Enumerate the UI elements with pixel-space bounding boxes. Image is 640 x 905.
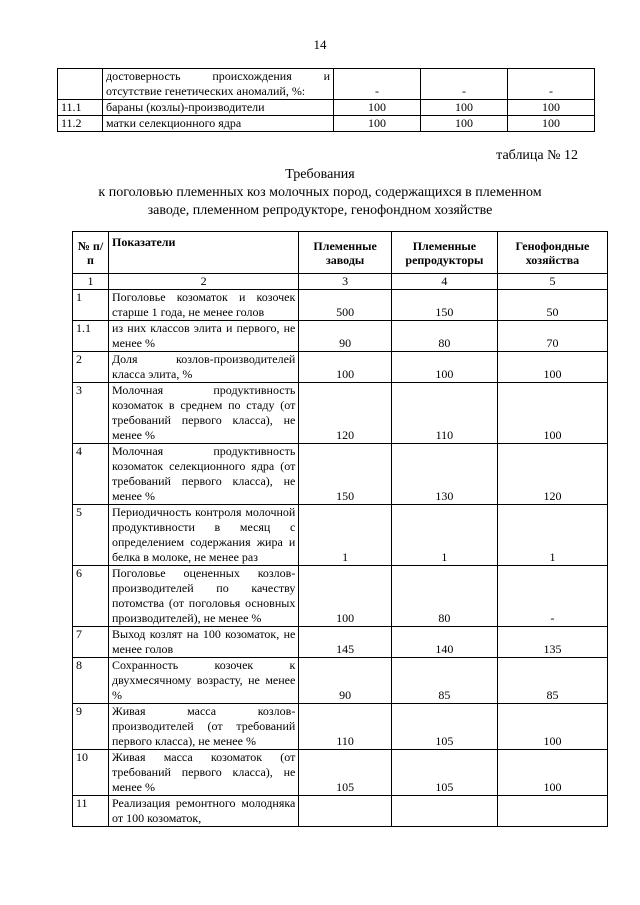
value-reproducer: 80 <box>391 321 497 352</box>
value-reproducer: 100 <box>421 100 508 116</box>
indicator-cell: Живая масса козоматок (от требований первого класса), не менее % <box>109 750 299 796</box>
value-breeding-farm: 120 <box>299 383 392 444</box>
indicator-cell: бараны (козлы)-производители <box>103 100 334 116</box>
value-breeding-farm: 90 <box>299 321 392 352</box>
row-number <box>58 69 103 100</box>
table-row <box>73 352 608 383</box>
row-number: 1 <box>73 290 109 321</box>
indicator-cell: Доля козлов-производителей класса элита, % <box>109 352 299 383</box>
value-gene-pool: - <box>508 69 595 100</box>
indicator-cell: из них классов элита и первого, не менее % <box>109 321 299 352</box>
value-breeding-farm: 1 <box>299 505 392 566</box>
value-gene-pool: 85 <box>497 658 607 704</box>
value-gene-pool: 100 <box>497 352 607 383</box>
value-reproducer: 85 <box>391 658 497 704</box>
value-gene-pool: 1 <box>497 505 607 566</box>
value-reproducer: 140 <box>391 627 497 658</box>
table-row <box>73 658 608 704</box>
row-number: 9 <box>73 704 109 750</box>
value-breeding-farm: 100 <box>334 116 421 132</box>
header-row <box>73 232 608 274</box>
header-breeding-reproducers: Племенные репродукторы <box>391 232 497 274</box>
row-number: 7 <box>73 627 109 658</box>
col-number: 4 <box>391 274 497 290</box>
table-row <box>73 566 608 627</box>
col-number: 3 <box>299 274 392 290</box>
indicator-cell: Реализация ремонтного молодняка от 100 козоматок, <box>109 796 299 827</box>
value-gene-pool: 50 <box>497 290 607 321</box>
table-row <box>73 627 608 658</box>
page-number: 14 <box>313 37 327 52</box>
table-row <box>73 444 608 505</box>
row-number: 5 <box>73 505 109 566</box>
value-breeding-farm: 500 <box>299 290 392 321</box>
indicator-cell: матки селекционного ядра <box>103 116 334 132</box>
value-breeding-farm: 100 <box>299 566 392 627</box>
indicator-cell: достоверность происхождения и отсутствие генетических аномалий, %: <box>103 69 334 100</box>
value-reproducer: 100 <box>391 352 497 383</box>
table-row <box>58 69 595 100</box>
value-breeding-farm: 150 <box>299 444 392 505</box>
requirements-table <box>72 231 608 827</box>
heading-title: Требования <box>285 167 355 182</box>
value-gene-pool: - <box>497 566 607 627</box>
heading-subtitle-line2: заводе, племенном репродукторе, генофондном хозяйстве <box>147 203 493 218</box>
row-number: 11 <box>73 796 109 827</box>
indicator-cell: Сохранность козочек к двухмесячному возрасту, не менее % <box>109 658 299 704</box>
header-breeding-farms: Племенные заводы <box>299 232 392 274</box>
value-breeding-farm: 105 <box>299 750 392 796</box>
table-row <box>58 100 595 116</box>
continued-table <box>57 68 595 132</box>
table-row <box>58 116 595 132</box>
table-row <box>73 704 608 750</box>
value-breeding-farm: 100 <box>299 352 392 383</box>
col-number: 5 <box>497 274 607 290</box>
value-reproducer: 130 <box>391 444 497 505</box>
header-no: № п/п <box>73 232 109 274</box>
heading-subtitle-line1: к поголовью племенных коз молочных пород, содержащихся в племенном <box>98 185 542 200</box>
indicator-cell: Молочная продуктивность козоматок в среднем по стаду (от требований первого класса), не менее % <box>109 383 299 444</box>
table-heading <box>0 166 640 220</box>
row-number: 11.1 <box>58 100 103 116</box>
table-row <box>73 505 608 566</box>
value-gene-pool: 100 <box>497 383 607 444</box>
table-row <box>73 290 608 321</box>
value-reproducer: 105 <box>391 750 497 796</box>
indicator-cell: Живая масса козлов-производителей (от требований первого класса), не менее % <box>109 704 299 750</box>
table-row <box>73 383 608 444</box>
value-reproducer: - <box>421 69 508 100</box>
value-reproducer: 110 <box>391 383 497 444</box>
table-label: таблица № 12 <box>496 148 578 163</box>
table-row <box>73 796 608 827</box>
value-reproducer: 80 <box>391 566 497 627</box>
row-number: 8 <box>73 658 109 704</box>
value-reproducer <box>391 796 497 827</box>
table-row <box>73 750 608 796</box>
header-gene-pool-farms: Генофондные хозяйства <box>497 232 607 274</box>
value-breeding-farm <box>299 796 392 827</box>
value-gene-pool: 70 <box>497 321 607 352</box>
value-reproducer: 100 <box>421 116 508 132</box>
value-breeding-farm: 145 <box>299 627 392 658</box>
value-gene-pool: 100 <box>508 116 595 132</box>
value-gene-pool: 100 <box>508 100 595 116</box>
value-reproducer: 1 <box>391 505 497 566</box>
col-number: 2 <box>109 274 299 290</box>
table-row <box>73 321 608 352</box>
row-number: 10 <box>73 750 109 796</box>
value-breeding-farm: 90 <box>299 658 392 704</box>
row-number: 3 <box>73 383 109 444</box>
value-gene-pool: 120 <box>497 444 607 505</box>
indicator-cell: Выход козлят на 100 козоматок, не менее голов <box>109 627 299 658</box>
row-number: 6 <box>73 566 109 627</box>
value-reproducer: 105 <box>391 704 497 750</box>
col-number: 1 <box>73 274 109 290</box>
value-gene-pool: 100 <box>497 750 607 796</box>
row-number: 11.2 <box>58 116 103 132</box>
value-gene-pool: 100 <box>497 704 607 750</box>
indicator-cell: Поголовье оцененных козлов-производителей по качеству потомства (от поголовья основных производителей), не менее % <box>109 566 299 627</box>
indicator-cell: Молочная продуктивность козоматок селекционного ядра (от требований первого класса), не менее % <box>109 444 299 505</box>
row-number: 4 <box>73 444 109 505</box>
row-number: 2 <box>73 352 109 383</box>
value-breeding-farm: 100 <box>334 100 421 116</box>
indicator-cell: Периодичность контроля молочной продуктивности в месяц с определением содержания жира и белка в молоке, не менее раз <box>109 505 299 566</box>
header-indicator: Показатели <box>109 232 299 274</box>
indicator-cell: Поголовье козоматок и козочек старше 1 года, не менее голов <box>109 290 299 321</box>
value-breeding-farm: - <box>334 69 421 100</box>
row-number: 1.1 <box>73 321 109 352</box>
value-reproducer: 150 <box>391 290 497 321</box>
value-gene-pool <box>497 796 607 827</box>
value-breeding-farm: 110 <box>299 704 392 750</box>
value-gene-pool: 135 <box>497 627 607 658</box>
column-number-row <box>73 274 608 290</box>
